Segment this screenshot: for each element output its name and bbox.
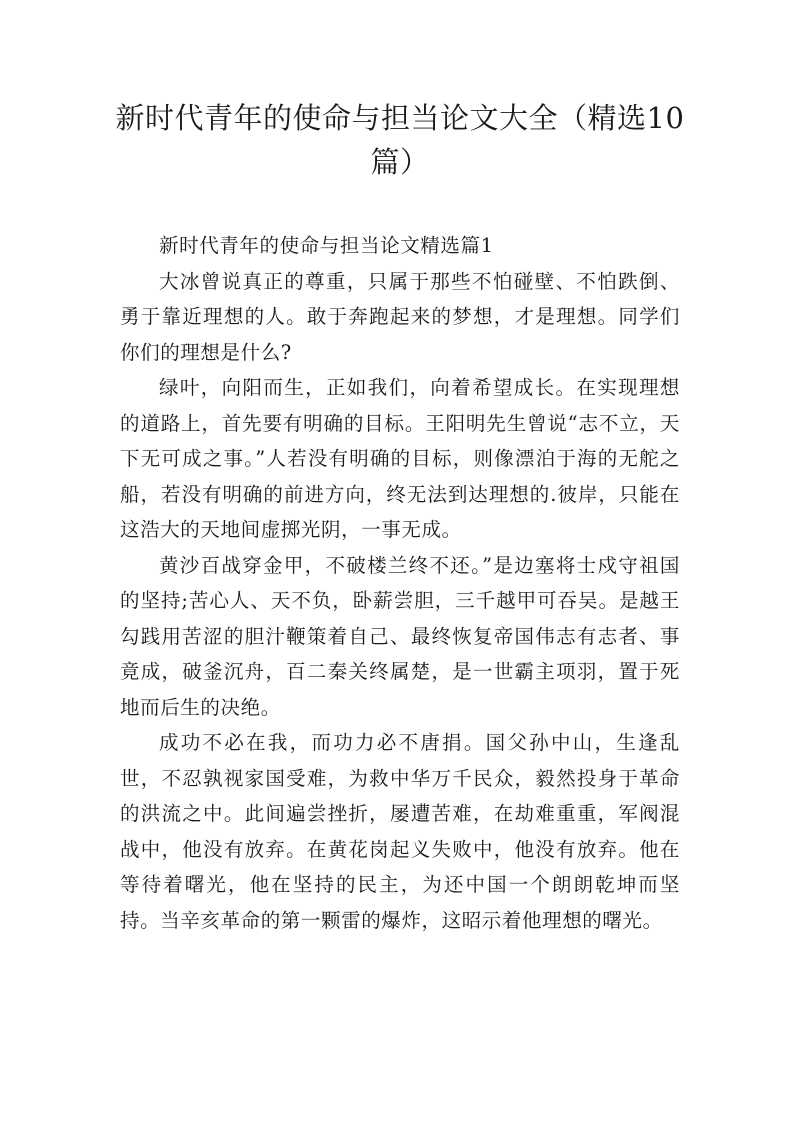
paragraph: 成功不必在我，而功力必不唐捐。国父孙中山，生逢乱世，不忍孰视家国受难，为救中华万千民众，毅然投身于革命的洪流之中。此间遍尝挫折，屡遭苦难，在劫难重重，军阀混战中，他没有放弃。在黄花岗起义失败中，他没有放弃。他在等待着曙光，他在坚持的民主，为还中国一个朗朗乾坤而坚持。当辛亥革命的第一颗雷的爆炸，这昭示着他理想的曙光。	[120, 731, 680, 932]
paragraph: 大冰曾说真正的尊重，只属于那些不怕碰壁、不怕跌倒、勇于靠近理想的人。敢于奔跑起来的梦想，才是理想。同学们你们的理想是什么?	[120, 269, 680, 364]
section-heading: 新时代青年的使命与担当论文精选篇1	[159, 234, 494, 257]
document-title: 新时代青年的使命与担当论文大全（精选10篇）	[115, 101, 685, 179]
document-body	[120, 228, 680, 938]
paragraph: 黄沙百战穿金甲，不破楼兰终不还。”是边塞将士戍守祖国的坚持;苦心人、天不负，卧薪尝胆，三千越甲可吞吴。是越王勾践用苦涩的胆汁鞭策着自己、最终恢复帝国伟志有志者、事竟成，破釜沉舟，百二秦关终属楚，是一世霸主项羽，置于死地而后生的决绝。	[120, 553, 680, 719]
paragraph: 绿叶，向阳而生，正如我们，向着希望成长。在实现理想的道路上，首先要有明确的目标。王阳明先生曾说“志不立，天下无可成之事。”人若没有明确的目标，则像漂泊于海的无舵之船，若没有明确的前进方向，终无法到达理想的.彼岸，只能在这浩大的天地间虚掷光阴，一事无成。	[120, 376, 680, 541]
